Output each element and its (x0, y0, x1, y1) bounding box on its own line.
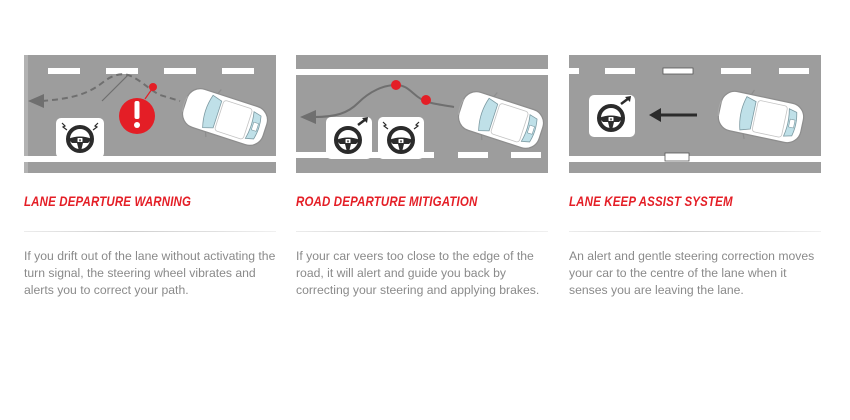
alert-dot (421, 95, 431, 105)
feature-title: LANE DEPARTURE WARNING (24, 193, 192, 209)
divider (296, 231, 548, 232)
steering-wheel-vibrate-icon (56, 118, 104, 158)
road-departure-illustration (296, 55, 548, 173)
lane-departure-illustration (24, 55, 276, 173)
divider (569, 231, 821, 232)
feature-description: If your car veers too close to the edge of the road, it will alert and guide you back by correcting your steering and applying brakes. (296, 249, 540, 297)
feature-title: LANE KEEP ASSIST SYSTEM (569, 193, 733, 209)
feature-description: An alert and gentle steering correction moves your car to the centre of the lane when it senses you are leaving the lane. (569, 249, 815, 297)
lane-keep-illustration (569, 55, 821, 173)
alert-dot (391, 80, 401, 90)
steering-wheel-vibrate-icon (378, 117, 424, 159)
steering-wheel-turn-icon (589, 95, 635, 137)
steering-wheel-turn-icon (326, 117, 372, 159)
feature-title: ROAD DEPARTURE MITIGATION (296, 193, 478, 209)
divider (24, 231, 276, 232)
feature-description: If you drift out of the lane without activating the turn signal, the steering wheel vibrates and alerts you to correct your path. (24, 249, 276, 297)
